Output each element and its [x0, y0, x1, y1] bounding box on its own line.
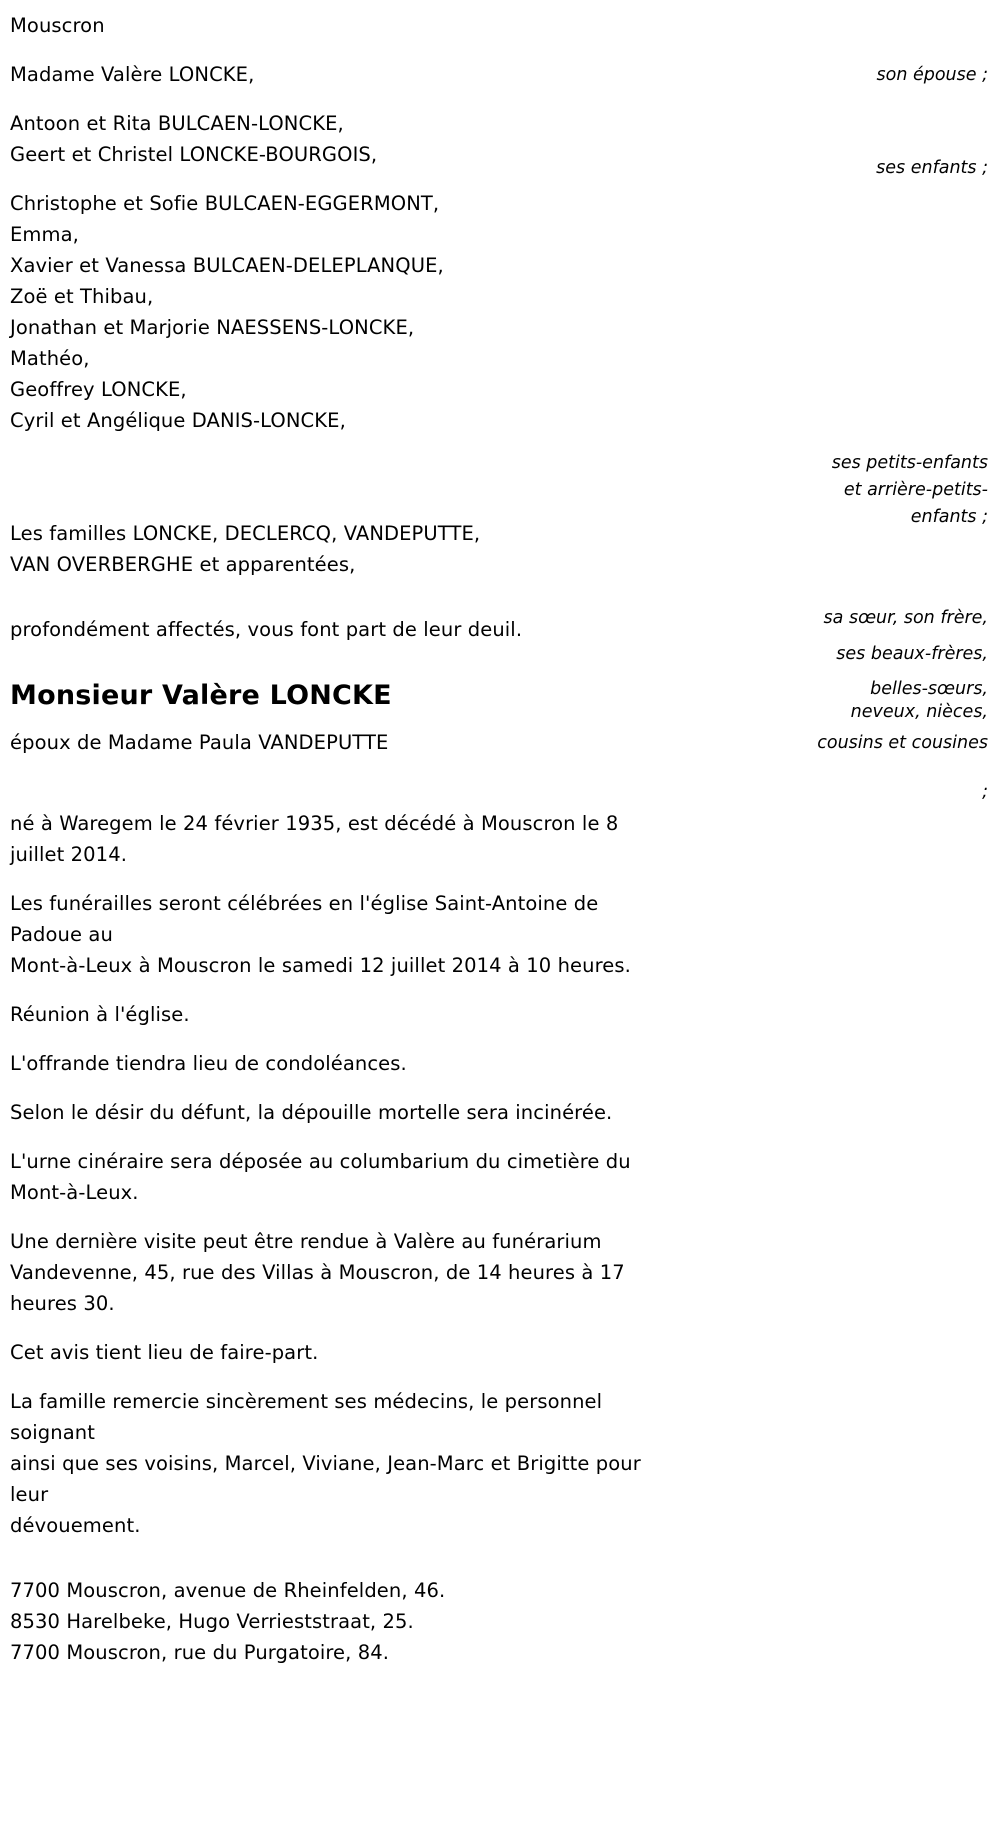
block-spacer [10, 776, 650, 792]
thanks-line: La famille remercie sincèrement ses médecins, le personnel soignant [10, 1390, 603, 1444]
grandchild-name: Zoë et Thibau, [10, 285, 154, 308]
grandchild-name: Xavier et Vanessa BULCAEN-DELEPLANQUE, [10, 254, 444, 277]
offering-line: L'offrande tiendra lieu de condoléances. [10, 1052, 407, 1075]
child-name: Antoon et Rita BULCAEN-LONCKE, [10, 112, 344, 135]
block-spacer [10, 470, 650, 486]
block-spacer [10, 502, 650, 518]
spouse-names-block [10, 59, 650, 90]
relation-grandchildren-line2: et arrière-petits- [843, 480, 988, 500]
grandchild-name: Mathéo, [10, 347, 90, 370]
grandchild-name: Emma, [10, 223, 79, 246]
notice-line: Cet avis tient lieu de faire-part. [10, 1341, 319, 1364]
visit-info [10, 1226, 650, 1319]
spouse-name: Madame Valère LONCKE, [10, 63, 255, 86]
main-text-column [10, 10, 650, 1668]
address-item: 7700 Mouscron, avenue de Rheinfelden, 46. [10, 1579, 446, 1602]
grandchild-name: Geoffrey LONCKE, [10, 378, 187, 401]
block-spacer [10, 598, 650, 614]
relation-extended-line2: ses beaux-frères, [836, 644, 988, 664]
funeral-info [10, 888, 650, 981]
extended-family-name: VAN OVERBERGHE et apparentées, [10, 553, 356, 576]
grandchild-name: Cyril et Angélique DANIS-LONCKE, [10, 409, 346, 432]
relation-extended-line1: sa sœur, son frère, [823, 608, 988, 628]
extended-family-name: Les familles LONCKE, DECLERCQ, VANDEPUTTE, [10, 522, 481, 545]
urn-info [10, 1146, 650, 1208]
city-header [10, 10, 650, 41]
children-names-block [10, 108, 650, 170]
cremation-line: Selon le désir du défunt, la dépouille mortelle sera incinérée. [10, 1101, 613, 1124]
funeral-info-line: Les funérailles seront célébrées en l'église Saint-Antoine de Padoue au [10, 892, 599, 946]
relation-extended-line4: neveux, nièces, [850, 702, 988, 722]
relation-extended-line6: ; [982, 782, 988, 802]
meeting-line: Réunion à l'église. [10, 1003, 190, 1026]
address-item: 7700 Mouscron, rue du Purgatoire, 84. [10, 1641, 390, 1664]
deceased-name: Monsieur Valère LONCKE [10, 680, 392, 711]
relation-extended-line3: belles-sœurs, [870, 679, 988, 699]
relation-grandchildren-line1: ses petits-enfants [831, 453, 988, 473]
thanks-line: dévouement. [10, 1514, 141, 1537]
extended-families-block [10, 518, 650, 580]
relation-children: ses enfants ; [876, 158, 988, 178]
relation-grandchildren-line3: enfants ; [910, 507, 988, 527]
block-spacer [10, 486, 650, 502]
grandchild-name: Jonathan et Marjorie NAESSENS-LONCKE, [10, 316, 415, 339]
block-spacer [10, 792, 650, 808]
urn-info-line: L'urne cinéraire sera déposée au columbarium du cimetière du [10, 1150, 631, 1173]
urn-info-line: Mont-à-Leux. [10, 1181, 139, 1204]
block-spacer [10, 454, 650, 470]
relation-spouse: son épouse ; [876, 65, 988, 85]
block-spacer [10, 663, 650, 679]
thanks-block [10, 1386, 650, 1541]
thanks-line: ainsi que ses voisins, Marcel, Viviane, Jean-Marc et Brigitte pour leur [10, 1452, 641, 1506]
visit-info-line: Une dernière visite peut être rendue à Valère au funérarium [10, 1230, 602, 1253]
child-name: Geert et Christel LONCKE-BOURGOIS, [10, 143, 378, 166]
grandchild-name: Christophe et Sofie BULCAEN-EGGERMONT, [10, 192, 440, 215]
address-item: 8530 Harelbeke, Hugo Verrieststraat, 25. [10, 1610, 414, 1633]
spouse-of-line: époux de Madame Paula VANDEPUTTE [10, 731, 389, 754]
birth-death-line: né à Waregem le 24 février 1935, est décédé à Mouscron le 8 juillet 2014. [10, 812, 619, 866]
grandchildren-names-block [10, 188, 650, 436]
address-list [10, 1575, 650, 1668]
announcement-line: profondément affectés, vous font part de leur deuil. [10, 618, 523, 641]
city-header-text: Mouscron [10, 14, 105, 37]
block-spacer [10, 1559, 650, 1575]
relation-extended-line5: cousins et cousines [817, 733, 988, 753]
funeral-info-line: Mont-à-Leux à Mouscron le samedi 12 juillet 2014 à 10 heures. [10, 954, 631, 977]
visit-info-line: Vandevenne, 45, rue des Villas à Mouscron, de 14 heures à 17 heures 30. [10, 1261, 625, 1315]
